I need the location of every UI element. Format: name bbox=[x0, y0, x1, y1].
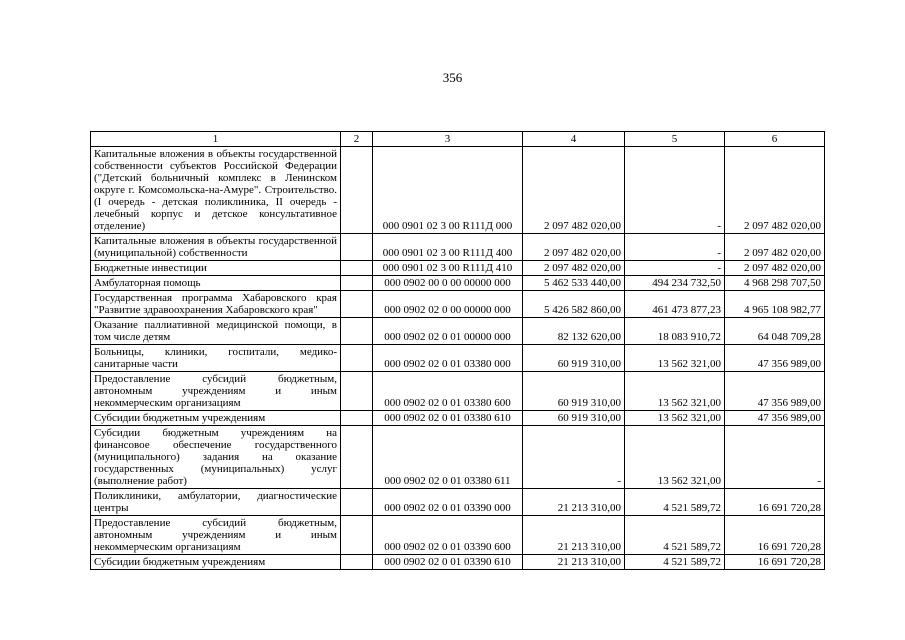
amount-cell: 2 097 482 020,00 bbox=[523, 261, 625, 276]
empty-cell bbox=[341, 234, 373, 261]
name-cell: Капитальные вложения в объекты государственной собственности субъектов Российской Федерации ("Детский больничный комплекс в Ленинском округе г. Комсомольска-на-Амуре". Строительство. (I очередь - детская поликлиника, II очередь - лечебный корпус и детское консультативное отделение) bbox=[91, 147, 341, 234]
header-cell: 6 bbox=[725, 132, 825, 147]
empty-cell bbox=[341, 276, 373, 291]
header-row bbox=[91, 132, 825, 147]
amount-cell: 4 521 589,72 bbox=[625, 555, 725, 570]
code-cell: 000 0902 02 0 01 00000 000 bbox=[373, 318, 523, 345]
amount-cell: 60 919 310,00 bbox=[523, 411, 625, 426]
header-cell: 2 bbox=[341, 132, 373, 147]
amount-cell: 2 097 482 020,00 bbox=[523, 147, 625, 234]
page-number: 356 bbox=[442, 70, 463, 85]
amount-cell: - bbox=[625, 147, 725, 234]
table-row bbox=[91, 261, 825, 276]
empty-cell bbox=[341, 426, 373, 489]
table-row bbox=[91, 426, 825, 489]
name-cell: Субсидии бюджетным учреждениям на финансовое обеспечение государственного (муниципального) задания на оказание государственных (муниципальных) услуг (выполнение работ) bbox=[91, 426, 341, 489]
amount-cell: - bbox=[625, 234, 725, 261]
header-cell: 5 bbox=[625, 132, 725, 147]
amount-cell: 2 097 482 020,00 bbox=[725, 234, 825, 261]
budget-table bbox=[90, 131, 825, 570]
name-cell: Государственная программа Хабаровского края "Развитие здравоохранения Хабаровского края" bbox=[91, 291, 341, 318]
amount-cell: 64 048 709,28 bbox=[725, 318, 825, 345]
code-cell: 000 0902 00 0 00 00000 000 bbox=[373, 276, 523, 291]
table-row bbox=[91, 516, 825, 555]
code-cell: 000 0901 02 3 00 R111Д 400 bbox=[373, 234, 523, 261]
empty-cell bbox=[341, 372, 373, 411]
amount-cell: 60 919 310,00 bbox=[523, 372, 625, 411]
table-row bbox=[91, 276, 825, 291]
table-row bbox=[91, 147, 825, 234]
amount-cell: 47 356 989,00 bbox=[725, 411, 825, 426]
amount-cell: 16 691 720,28 bbox=[725, 555, 825, 570]
name-cell: Предоставление субсидий бюджетным, автономным учреждениям и иным некоммерческим организациям bbox=[91, 516, 341, 555]
amount-cell: - bbox=[725, 426, 825, 489]
table-row bbox=[91, 318, 825, 345]
amount-cell: 60 919 310,00 bbox=[523, 345, 625, 372]
code-cell: 000 0902 02 0 01 03380 611 bbox=[373, 426, 523, 489]
code-cell: 000 0902 02 0 01 03390 000 bbox=[373, 489, 523, 516]
code-cell: 000 0902 02 0 01 03390 610 bbox=[373, 555, 523, 570]
amount-cell: 4 521 589,72 bbox=[625, 489, 725, 516]
amount-cell: 47 356 989,00 bbox=[725, 372, 825, 411]
code-cell: 000 0902 02 0 01 03380 610 bbox=[373, 411, 523, 426]
code-cell: 000 0902 02 0 01 03380 600 bbox=[373, 372, 523, 411]
empty-cell bbox=[341, 411, 373, 426]
amount-cell: 21 213 310,00 bbox=[523, 516, 625, 555]
amount-cell: - bbox=[523, 426, 625, 489]
amount-cell: 4 521 589,72 bbox=[625, 516, 725, 555]
name-cell: Амбулаторная помощь bbox=[91, 276, 341, 291]
amount-cell: 13 562 321,00 bbox=[625, 372, 725, 411]
amount-cell: 5 426 582 860,00 bbox=[523, 291, 625, 318]
name-cell: Предоставление субсидий бюджетным, автономным учреждениям и иным некоммерческим организациям bbox=[91, 372, 341, 411]
code-cell: 000 0902 02 0 01 03380 000 bbox=[373, 345, 523, 372]
amount-cell: 2 097 482 020,00 bbox=[523, 234, 625, 261]
amount-cell: 16 691 720,28 bbox=[725, 516, 825, 555]
name-cell: Капитальные вложения в объекты государственной (муниципальной) собственности bbox=[91, 234, 341, 261]
amount-cell: 5 462 533 440,00 bbox=[523, 276, 625, 291]
header-cell: 1 bbox=[91, 132, 341, 147]
amount-cell: 21 213 310,00 bbox=[523, 555, 625, 570]
amount-cell: 13 562 321,00 bbox=[625, 411, 725, 426]
header-cell: 3 bbox=[373, 132, 523, 147]
amount-cell: 4 965 108 982,77 bbox=[725, 291, 825, 318]
name-cell: Субсидии бюджетным учреждениям bbox=[91, 411, 341, 426]
amount-cell: 16 691 720,28 bbox=[725, 489, 825, 516]
name-cell: Оказание паллиативной медицинской помощи, в том числе детям bbox=[91, 318, 341, 345]
empty-cell bbox=[341, 147, 373, 234]
name-cell: Больницы, клиники, госпитали, медико-санитарные части bbox=[91, 345, 341, 372]
empty-cell bbox=[341, 345, 373, 372]
code-cell: 000 0901 02 3 00 R111Д 000 bbox=[373, 147, 523, 234]
table-row bbox=[91, 372, 825, 411]
table-row bbox=[91, 489, 825, 516]
amount-cell: 21 213 310,00 bbox=[523, 489, 625, 516]
table-row bbox=[91, 345, 825, 372]
amount-cell: 2 097 482 020,00 bbox=[725, 261, 825, 276]
amount-cell: 4 968 298 707,50 bbox=[725, 276, 825, 291]
empty-cell bbox=[341, 555, 373, 570]
empty-cell bbox=[341, 291, 373, 318]
amount-cell: 18 083 910,72 bbox=[625, 318, 725, 345]
amount-cell: 461 473 877,23 bbox=[625, 291, 725, 318]
code-cell: 000 0901 02 3 00 R111Д 410 bbox=[373, 261, 523, 276]
amount-cell: 13 562 321,00 bbox=[625, 345, 725, 372]
header-cell: 4 bbox=[523, 132, 625, 147]
amount-cell: 47 356 989,00 bbox=[725, 345, 825, 372]
table-row bbox=[91, 291, 825, 318]
table-row bbox=[91, 555, 825, 570]
empty-cell bbox=[341, 318, 373, 345]
code-cell: 000 0902 02 0 01 03390 600 bbox=[373, 516, 523, 555]
amount-cell: 13 562 321,00 bbox=[625, 426, 725, 489]
amount-cell: 2 097 482 020,00 bbox=[725, 147, 825, 234]
table-row bbox=[91, 411, 825, 426]
amount-cell: 494 234 732,50 bbox=[625, 276, 725, 291]
table-row bbox=[91, 234, 825, 261]
empty-cell bbox=[341, 516, 373, 555]
amount-cell: - bbox=[625, 261, 725, 276]
amount-cell: 82 132 620,00 bbox=[523, 318, 625, 345]
name-cell: Субсидии бюджетным учреждениям bbox=[91, 555, 341, 570]
name-cell: Поликлиники, амбулатории, диагностические центры bbox=[91, 489, 341, 516]
empty-cell bbox=[341, 489, 373, 516]
empty-cell bbox=[341, 261, 373, 276]
name-cell: Бюджетные инвестиции bbox=[91, 261, 341, 276]
code-cell: 000 0902 02 0 00 00000 000 bbox=[373, 291, 523, 318]
